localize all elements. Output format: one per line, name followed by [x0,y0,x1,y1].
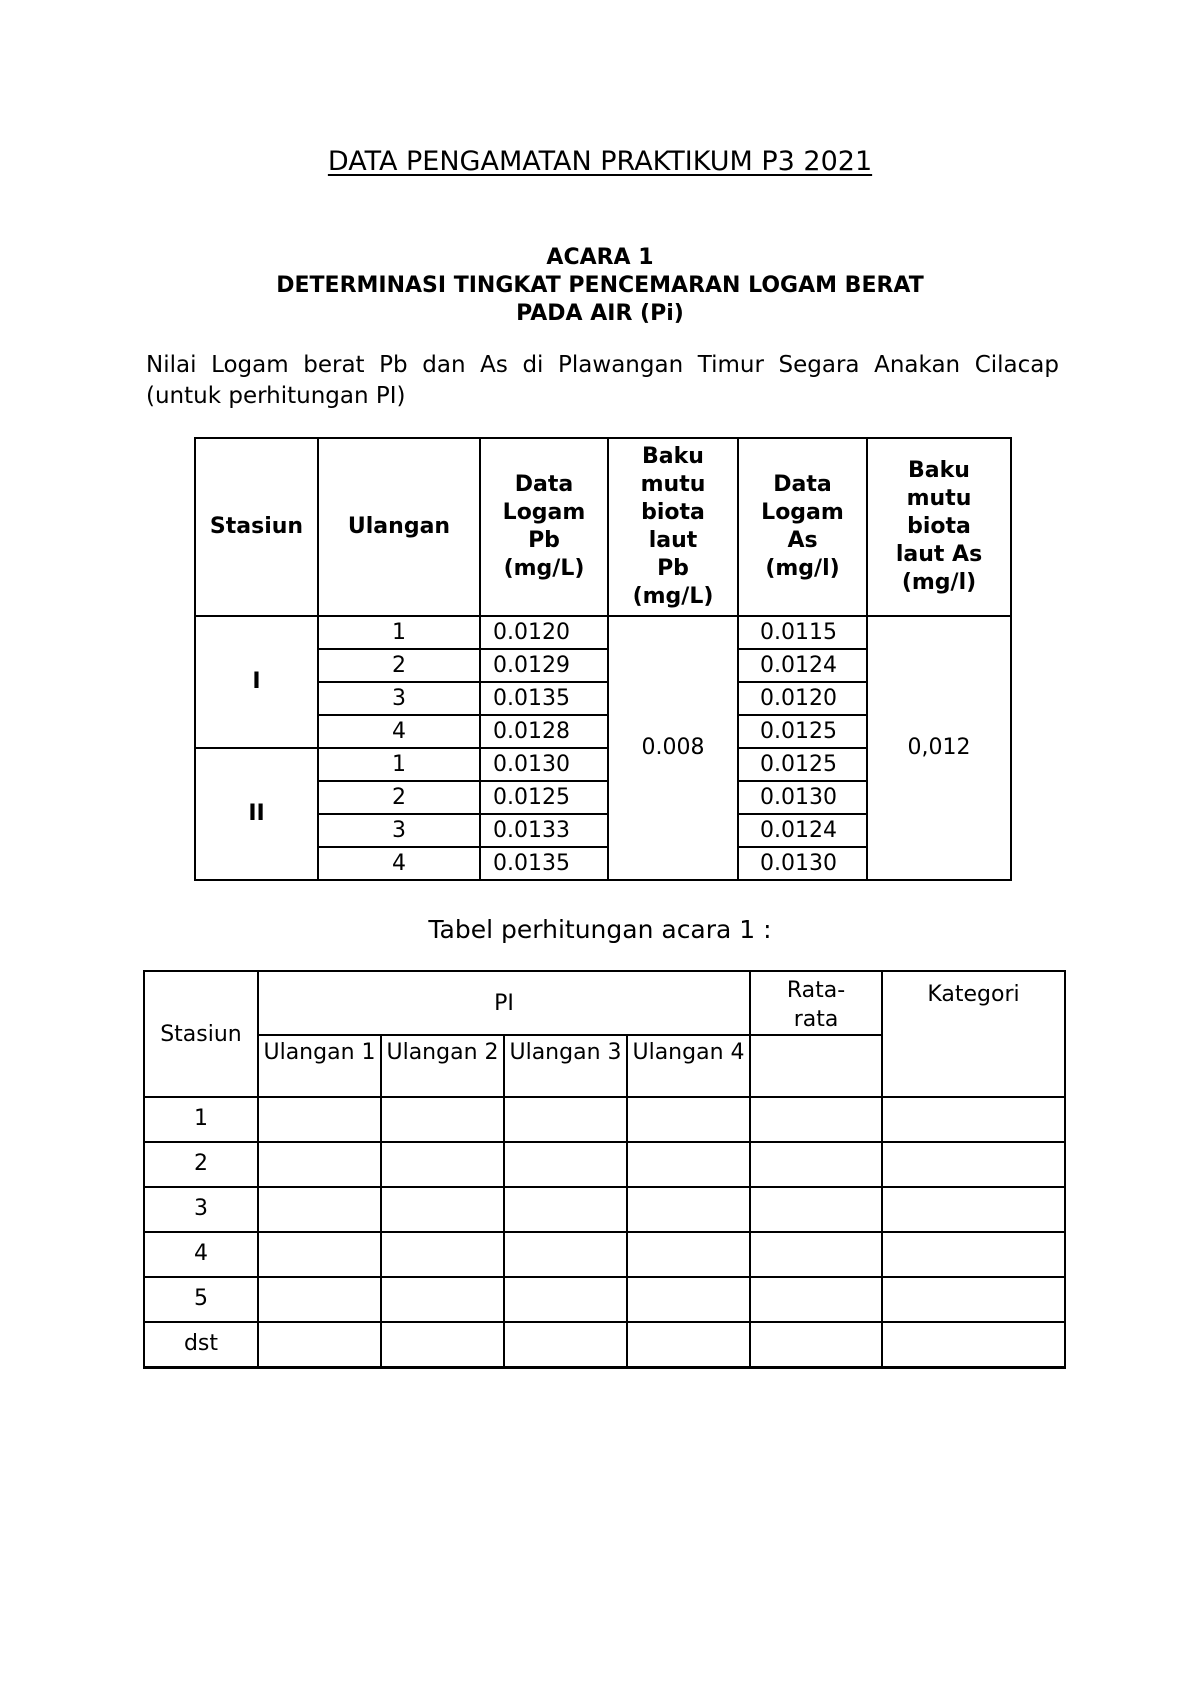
empty-cell [381,1187,504,1232]
pb-value-cell: 0.0135 [480,847,608,880]
empty-cell [750,1097,882,1142]
header-as: Data Logam As (mg/l) [738,438,867,616]
pb-value-cell: 0.0130 [480,748,608,781]
ulangan-cell: 2 [318,781,480,814]
ulangan-cell: 4 [318,715,480,748]
empty-cell [504,1097,627,1142]
baku-pb-value: 0.008 [608,616,738,880]
ulangan-cell: 1 [318,748,480,781]
empty-cell [627,1232,750,1277]
empty-cell [381,1142,504,1187]
table2-header-row [144,971,1065,1035]
header-baku-pb: Baku mutu biota laut Pb (mg/L) [608,438,738,616]
station-row-label: 4 [144,1232,258,1277]
station-row-label: dst [144,1322,258,1367]
empty-cell [627,1187,750,1232]
as-value-cell: 0.0125 [738,748,867,781]
section-heading [0,244,1200,328]
empty-cell [504,1232,627,1277]
empty-cell [258,1097,381,1142]
empty-cell [258,1142,381,1187]
section-line-1: ACARA 1 [546,245,654,270]
pb-value-cell: 0.0133 [480,814,608,847]
as-value-cell: 0.0124 [738,649,867,682]
empty-cell [381,1277,504,1322]
station-row-label: 1 [144,1097,258,1142]
ulangan-cell: 2 [318,649,480,682]
ulangan-cell: 3 [318,814,480,847]
empty-cell [882,1097,1065,1142]
station-row-label: 2 [144,1142,258,1187]
station-label: II [195,748,318,880]
header-pi: PI [258,971,750,1035]
empty-cell [381,1322,504,1367]
station-row-label: 5 [144,1277,258,1322]
intro-paragraph: Nilai Logam berat Pb dan As di Plawangan Timur Segara Anakan Cilacap (untuk perhitungan PI) [146,352,1059,409]
empty-cell [504,1142,627,1187]
table-row [195,616,1011,649]
header-ulangan-3: Ulangan 3 [504,1035,627,1097]
header-stasiun: Stasiun [144,971,258,1097]
empty-cell [258,1232,381,1277]
empty-cell [750,1142,882,1187]
station-row-label: 3 [144,1187,258,1232]
as-value-cell: 0.0124 [738,814,867,847]
table-caption: Tabel perhitungan acara 1 : [428,915,772,944]
header-ulangan-2: Ulangan 2 [381,1035,504,1097]
empty-cell [627,1322,750,1367]
empty-cell [882,1142,1065,1187]
header-ulangan-1: Ulangan 1 [258,1035,381,1097]
empty-cell [750,1322,882,1367]
empty-cell [504,1187,627,1232]
table-row [144,1142,1065,1187]
empty-cell [627,1277,750,1322]
header-baku-as: Baku mutu biota laut As (mg/l) [867,438,1011,616]
header-rata-empty [750,1035,882,1097]
table-row [144,1322,1065,1367]
empty-cell [381,1097,504,1142]
empty-cell [258,1277,381,1322]
header-ulangan-4: Ulangan 4 [627,1035,750,1097]
ulangan-cell: 4 [318,847,480,880]
ulangan-cell: 1 [318,616,480,649]
baku-as-value: 0,012 [867,616,1011,880]
empty-cell [258,1187,381,1232]
table-row [144,1187,1065,1232]
empty-cell [381,1232,504,1277]
pb-value-cell: 0.0120 [480,616,608,649]
empty-cell [882,1187,1065,1232]
section-line-3: PADA AIR (Pi) [516,301,684,326]
empty-cell [750,1187,882,1232]
as-value-cell: 0.0130 [738,847,867,880]
empty-cell [504,1322,627,1367]
header-rata-rata: Rata-rata [750,971,882,1035]
section-line-2: DETERMINASI TINGKAT PENCEMARAN LOGAM BERAT [276,273,924,298]
pb-value-cell: 0.0135 [480,682,608,715]
heavy-metal-data-table [194,437,1012,881]
empty-cell [750,1277,882,1322]
header-ulangan: Ulangan [318,438,480,616]
as-value-cell: 0.0130 [738,781,867,814]
empty-cell [627,1097,750,1142]
empty-cell [750,1232,882,1277]
header-stasiun: Stasiun [195,438,318,616]
pb-value-cell: 0.0125 [480,781,608,814]
as-value-cell: 0.0125 [738,715,867,748]
page-title: DATA PENGAMATAN PRAKTIKUM P3 2021 [327,146,873,177]
table-row [144,1232,1065,1277]
empty-cell [882,1322,1065,1367]
ulangan-cell: 3 [318,682,480,715]
empty-cell [627,1142,750,1187]
pi-calculation-table [143,970,1066,1369]
station-label: I [195,616,318,748]
as-value-cell: 0.0115 [738,616,867,649]
table1-header-row [195,438,1011,616]
table-row [144,1277,1065,1322]
as-value-cell: 0.0120 [738,682,867,715]
empty-cell [882,1232,1065,1277]
pb-value-cell: 0.0129 [480,649,608,682]
empty-cell [882,1277,1065,1322]
empty-cell [504,1277,627,1322]
empty-cell [258,1322,381,1367]
header-kategori: Kategori [882,971,1065,1097]
pb-value-cell: 0.0128 [480,715,608,748]
table-row [144,1097,1065,1142]
header-pb: Data Logam Pb (mg/L) [480,438,608,616]
